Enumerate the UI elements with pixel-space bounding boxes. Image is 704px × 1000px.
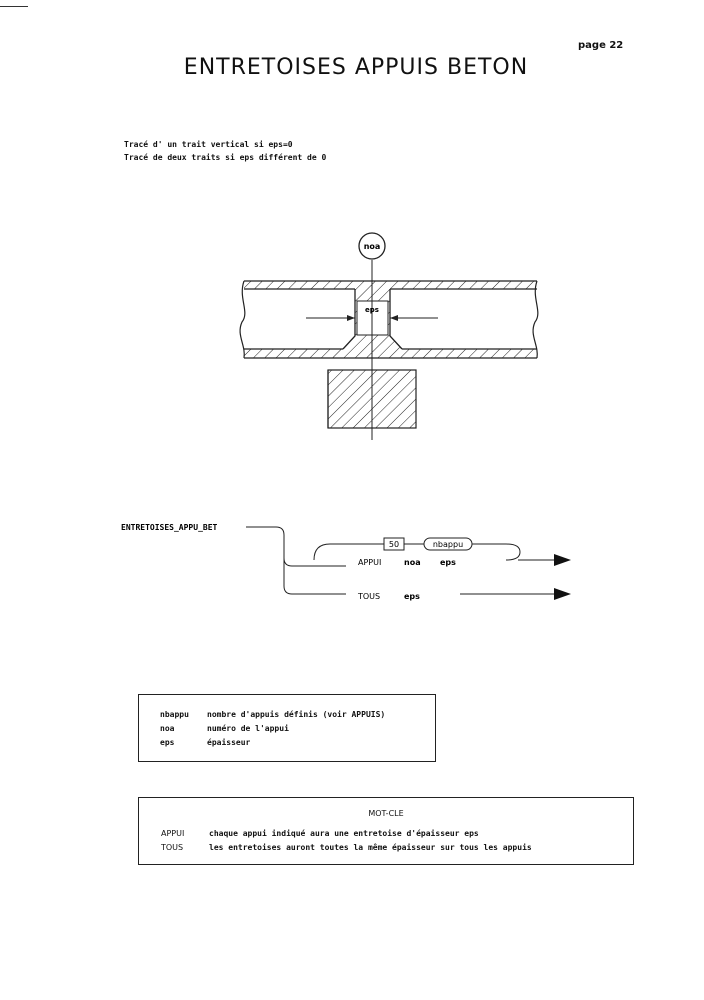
def-desc-eps: épaisseur [207, 738, 251, 747]
def-term-noa: noa [160, 724, 175, 733]
branch1-arg2: eps [440, 558, 456, 567]
loop-var: nbappu [432, 540, 464, 549]
def-desc-noa: numéro de l'appui [207, 724, 289, 733]
intro-line-2: Tracé de deux traits si eps différent de 0 [124, 153, 327, 162]
keywords-header: MOT-CLE [368, 809, 404, 818]
noa-circle-label: noa [363, 242, 381, 251]
loop-count: 50 [388, 540, 400, 549]
branch2-arg1: eps [404, 592, 420, 601]
kw-desc-tous: les entretoises auront toutes la même épaisseur sur tous les appuis [209, 843, 532, 852]
syntax-command: ENTRETOISES_APPU_BET [121, 523, 218, 532]
branch2-keyword: TOUS [358, 592, 381, 601]
keywords-box [138, 797, 634, 865]
kw-term-appui: APPUI [161, 829, 185, 838]
beam-section [240, 281, 538, 358]
kw-term-tous: TOUS [161, 843, 184, 852]
definitions-box [138, 694, 436, 762]
def-term-eps: eps [160, 738, 175, 747]
kw-desc-appui: chaque appui indiqué aura une entretoise d'épaisseur eps [209, 829, 479, 838]
page-number: page 22 [578, 40, 624, 51]
syntax-diagram [121, 523, 571, 601]
def-term-nbappu: nbappu [160, 710, 189, 719]
intro-line-1: Tracé d' un trait vertical si eps=0 [124, 140, 293, 149]
eps-dim-label: eps [365, 306, 379, 314]
page-title: ENTRETOISES APPUIS BETON [183, 55, 529, 80]
branch1-arrow [554, 554, 571, 566]
branch2-arrow [554, 588, 571, 600]
branch1-arg1: noa [404, 558, 421, 567]
branch1-keyword: APPUI [358, 558, 382, 567]
def-desc-nbappu: nombre d'appuis définis (voir APPUIS) [207, 710, 386, 719]
